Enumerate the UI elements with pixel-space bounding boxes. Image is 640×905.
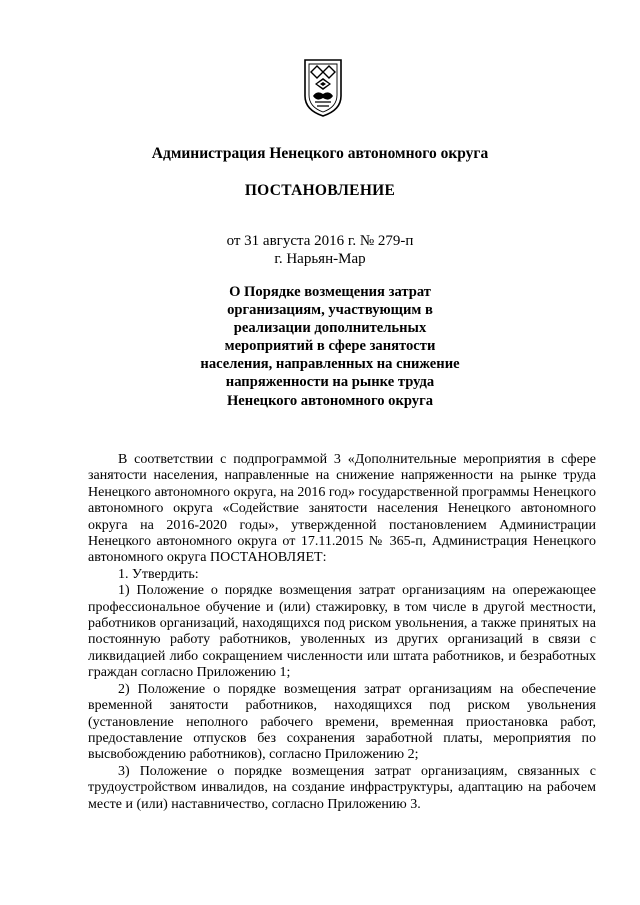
nenets-coat-of-arms-icon [303, 56, 343, 118]
resolution-subitem-3: 3) Положение о порядке возмещения затрат организациям, связанных с трудоустройством инвалидов, на создание инфраструктуры, адаптацию на рабочем месте и (или) наставничество, согласно Приложению 3. [88, 763, 596, 812]
title-line: реализации дополнительных [233, 320, 427, 337]
preamble-paragraph: В соответствии с подпрограммой 3 «Дополнительные мероприятия в сфере занятости населения, направленные на снижение напряженности на рынке труда Ненецкого автономного округа, на 2016 год» государственной программы Ненецкого автономного округа «Содействие занятости населения Ненецкого автономного округа на 2016-2020 годы», утвержденной постановлением Администрации Ненецкого автономного округа от 17.11.2015 № 365-п, Администрация Ненецкого автономного округа ПОСТАНОВЛЯЕТ: [88, 452, 596, 566]
title-line: организациям, участвующим в [227, 302, 433, 319]
document-type: ПОСТАНОВЛЕНИЕ [244, 182, 396, 199]
resolution-subitem-2: 2) Положение о порядке возмещения затрат организациям на обеспечение временной занятости работников, находящихся под риском увольнения (установление неполного рабочего времени, временная приостановка работ, предоставление отпусков без сохранения заработной платы, мероприятия по высвобождению работников), согласно Приложению 2; [88, 681, 596, 763]
document-body [88, 452, 596, 813]
document-date-number: от 31 августа 2016 г. № 279-п [226, 233, 414, 249]
title-line: напряженности на рынке труда [225, 374, 435, 391]
resolution-subitem-1: 1) Положение о порядке возмещения затрат организациям на опережающее профессиональное обучение и (или) стажировку, в том числе в другой местности, работников организаций, находящихся под риском увольнения, а также принятых на постоянную работу работников, уволенных из других организаций в связи с ликвидацией либо сокращением численности или штата работников, и безработных граждан согласно Приложению 1; [88, 583, 596, 681]
document-place: г. Нарьян-Мар [274, 251, 366, 267]
title-line: населения, направленных на снижение [200, 356, 460, 373]
resolution-item-1: 1. Утвердить: [118, 566, 199, 582]
organization-name: Администрация Ненецкого автономного округа [151, 145, 489, 162]
title-line: мероприятий в сфере занятости [224, 338, 436, 355]
document-title [195, 283, 465, 410]
title-line: Ненецкого автономного округа [226, 392, 434, 409]
title-line: О Порядке возмещения затрат [229, 284, 431, 300]
